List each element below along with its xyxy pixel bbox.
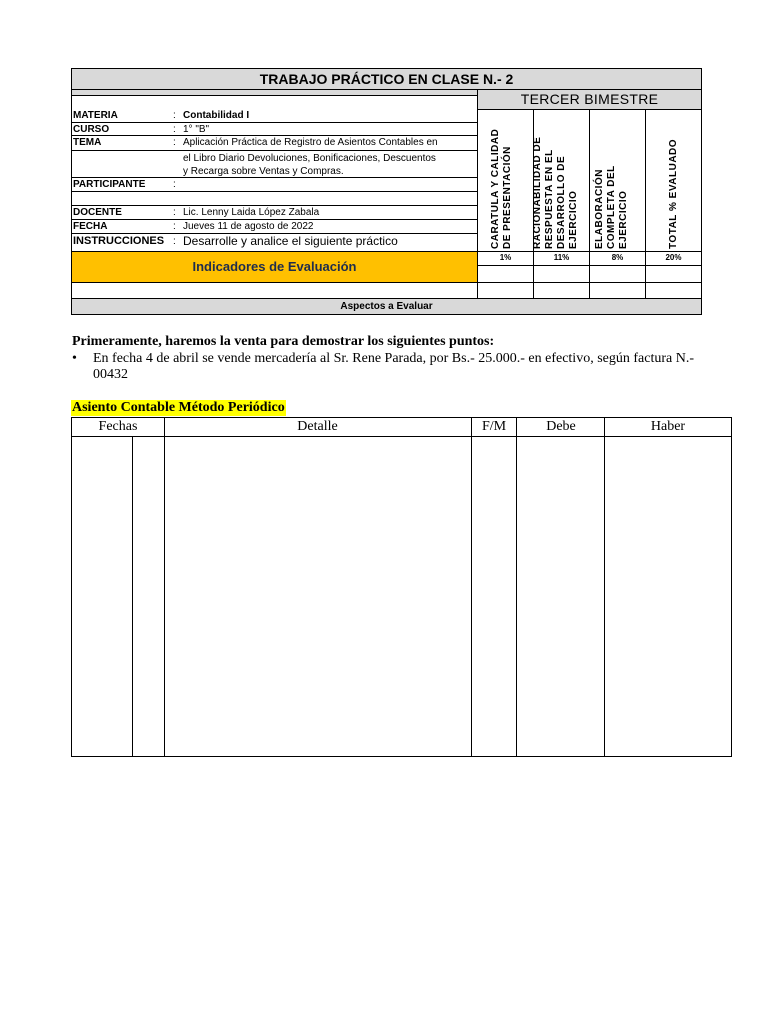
period-label: TERCER BIMESTRE (478, 90, 701, 110)
criterion-total: TOTAL % EVALUADO (668, 138, 679, 249)
divider (72, 177, 477, 178)
criterion-weight: 8% (611, 253, 624, 262)
divider (477, 89, 478, 314)
bullet-icon: • (72, 351, 77, 366)
criterion-reasoning: RACIONABILIDAD DE RESPUESTA EN EL DESARROLLO DE EJERCICIO (532, 136, 579, 249)
criterion-completion: ELABORACIÓN COMPLETA DEL EJERCICIO (594, 165, 629, 249)
section-title: Asiento Contable Método Periódico (72, 400, 285, 415)
divider (72, 436, 731, 437)
indicators-label: Indicadores de Evaluación (72, 252, 477, 283)
criterion-presentation: CARATULA Y CALIDAD DE PRESENTACIÓN (490, 128, 513, 249)
divider (471, 418, 472, 756)
divider (72, 205, 477, 206)
divider (516, 418, 517, 756)
divider (164, 418, 165, 756)
intro-text: Primeramente, haremos la venta para demostrar los siguientes puntos: (72, 334, 495, 349)
column-header-detalle: Detalle (297, 419, 338, 434)
divider (72, 282, 701, 283)
column-header-fm: F/M (481, 419, 507, 434)
criterion-weight: 20% (665, 253, 682, 262)
divider (132, 436, 133, 756)
divider (72, 150, 477, 151)
journal-table (71, 417, 732, 757)
divider (72, 191, 477, 192)
aspects-label: Aspectos a Evaluar (72, 299, 701, 314)
divider (645, 109, 646, 300)
criterion-weight: 11% (553, 253, 570, 262)
divider (477, 265, 701, 266)
column-header-fechas: Fechas (98, 419, 138, 434)
divider (589, 109, 590, 300)
column-header-debe: Debe (546, 419, 576, 434)
divider (72, 219, 477, 220)
divider (604, 418, 605, 756)
criterion-weight: 1% (499, 253, 512, 262)
header-gray-strip (72, 90, 477, 96)
divider (72, 135, 477, 136)
divider (72, 233, 477, 234)
column-header-haber: Haber (650, 419, 686, 434)
divider (72, 122, 477, 123)
bullet-text: En fecha 4 de abril se vende mercadería al Sr. Rene Parada, por Bs.- 25.000.- en efectivo, según factura N.- 00432 (93, 351, 694, 382)
evaluation-header-table: TRABAJO PRÁCTICO EN CLASE N.- 2 TERCER BIMESTRE MATERIA : Contabilidad I CURSO : 1° "B" TEMA : Aplicación Práctica de Registro de Asientos Contables en el Libro Diario Devoluciones, Bonificaciones, Descuentos y Recarga sobre Ventas y Compras. PARTICIPANTE : DOCENTE : Lic. Lenny Laida López Zabala FECHA : Jueves 11 de agosto de 2022 INSTRUCCIONES : Desarrolle y analice el siguiente práctico CARATULA Y CALIDAD DE PRESENTACIÓN RACIONABILIDAD DE RESPUESTA EN EL DESARROLLO DE EJERCICIO ELABORACIÓN COMPLETA DEL EJERCICIO TOTAL % EVALUADO Indicadores de Evaluación 1% 11% 8% 20% Aspectos a Evaluar (71, 68, 702, 315)
assignment-title: TRABAJO PRÁCTICO EN CLASE N.- 2 (72, 69, 701, 90)
